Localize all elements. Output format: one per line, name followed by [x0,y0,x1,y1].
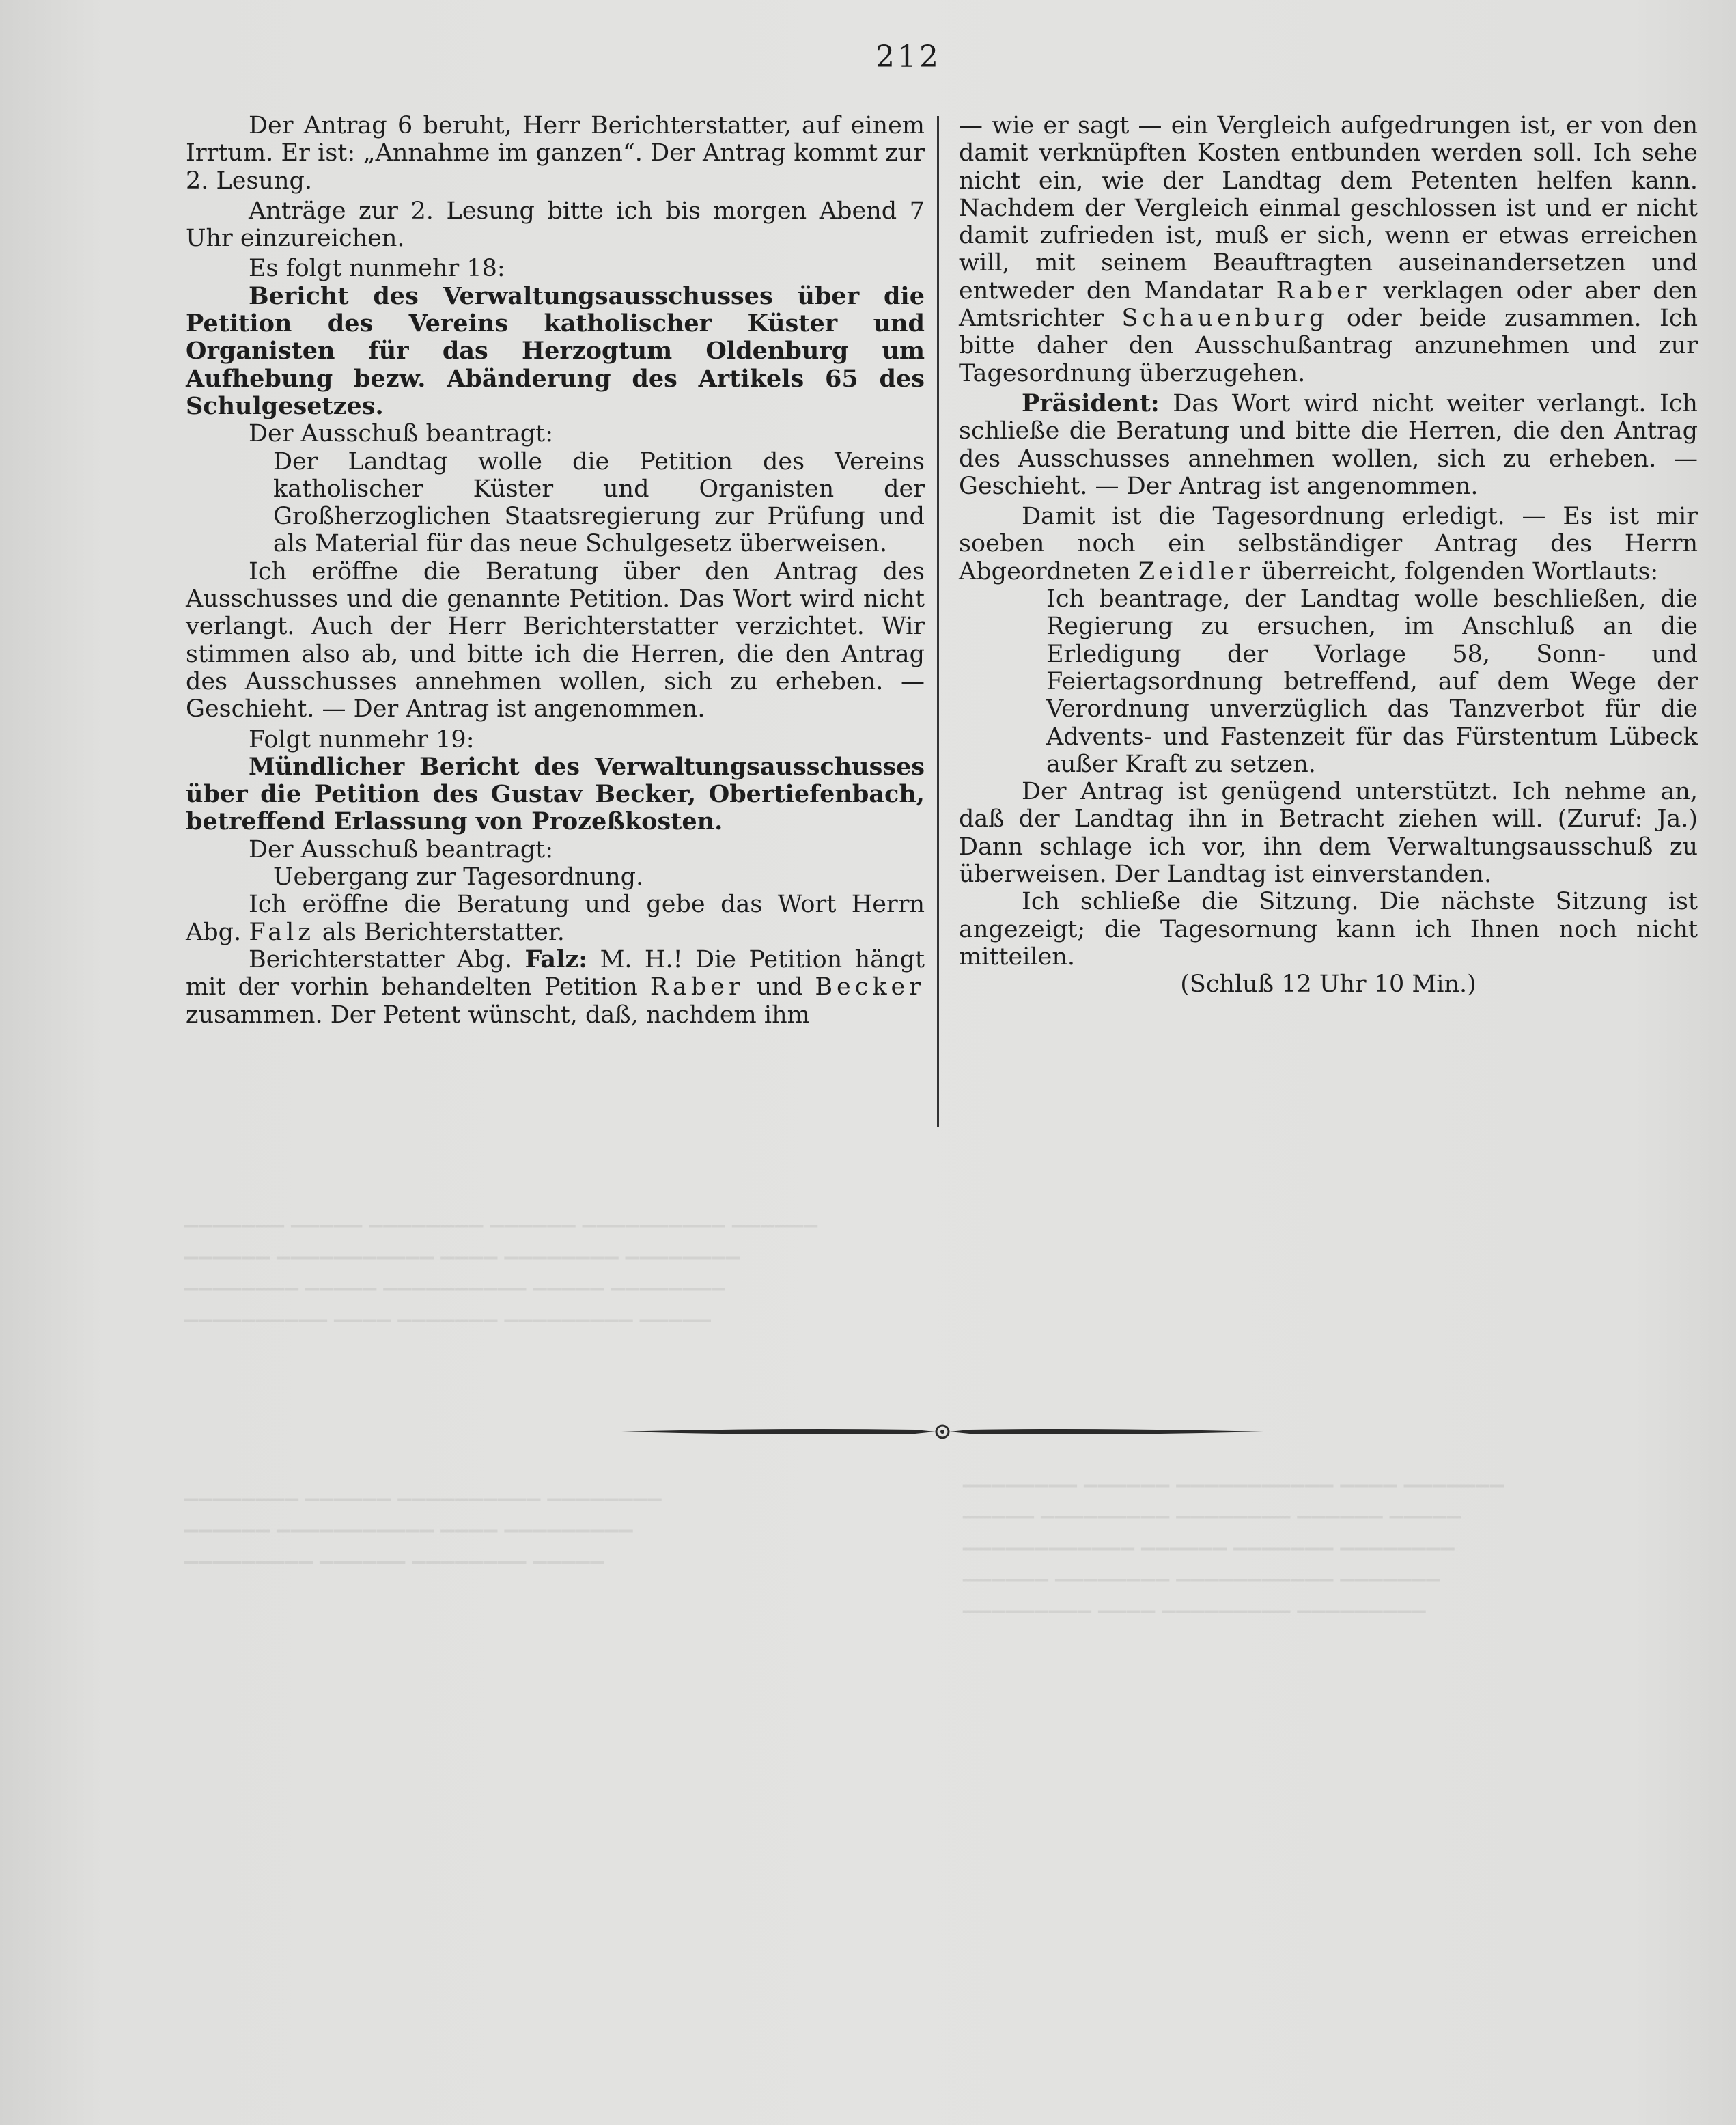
text-run: — wie er sagt — ein Vergleich aufgedrungen ist, er von den damit verknüpften Kosten entbunden werden soll. Ich sehe nicht ein, wie der Landtag dem Petenten helfen kann. Nachdem der Vergleich einmal geschlossen ist und er nicht damit zufrieden ist, muß er sich, wenn er etwas erreichen will, mit seinem Beauftragten auseinandersetzen und entweder den Mandatar [959,112,1698,305]
left-column [186,112,925,1029]
person-name: Raber [1276,277,1371,305]
paragraph: Der Antrag 6 beruht, Herr Berichterstatter, auf einem Irrtum. Er ist: „Annahme im ganzen“. Der Antrag kommt zur 2. Lesung. [186,112,925,195]
text-run: verklagen oder aber den Amtsrichter [959,277,1698,333]
paragraph: Der Ausschuß beantragt: [249,420,554,448]
paragraph: Es folgt nunmehr 18: [249,255,505,283]
column-divider [937,116,939,1127]
paragraph [959,503,1698,585]
bleed-through-text: ▁▁▁▁▁▁▁▁ ▁▁▁▁▁▁ ▁▁▁▁▁▁▁▁▁▁ ▁▁▁▁▁▁▁▁ ▁▁▁▁▁▁ ▁▁▁▁▁▁▁▁▁▁▁ ▁▁▁▁ ▁▁▁▁▁▁▁▁▁ ▁▁▁▁▁▁▁▁▁ ▁▁▁▁▁▁ ▁▁▁▁▁▁▁▁ ▁▁▁▁▁ [184,1481,662,1564]
text-run: Ich eröffne die Beratung und gebe das Wort Herrn Abg. [186,891,925,946]
agenda-heading: Bericht des Verwaltungsausschusses über die Petition des Vereins katholischer Küster und Organisten für das Herzogtum Oldenburg um Aufhebung bezw. Abänderung des Artikels 65 des Schulgesetzes. [186,281,925,420]
motion-text: Der Landtag wolle die Petition des Vereins katholischer Küster und Organisten der Großherzoglichen Staatsregierung zur Prüfung und als Material für das neue Schulgesetz überweisen. [273,447,925,558]
paragraph: Der Ausschuß beantragt: [249,835,554,863]
text-run: und [756,973,803,1001]
paragraph: Ich schließe die Sitzung. Die nächste Sitzung ist angezeigt; die Tagesornung kann ich Ihnen noch nicht mitteilen. [959,888,1698,971]
paragraph [186,946,925,1029]
motion-text: Uebergang zur Tagesordnung. [273,863,644,891]
person-name: Schauenburg [1121,305,1329,333]
right-column [959,112,1698,999]
paragraph [186,891,925,946]
text-run: Das Wort wird nicht weiter verlangt. Ich schließe die Beratung und bitte die Herren, die den Antrag des Ausschusses annehmen wollen, sich zu erheben. — Geschieht. — Der Antrag ist angenommen. [959,389,1698,500]
person-name: Zeidler [1138,557,1255,585]
agenda-heading: Mündlicher Bericht des Verwaltungsausschusses über die Petition des Gustav Becker, Obertiefenbach, betreffend Erlassung von Prozeßkosten. [186,752,925,836]
person-name: Becker [815,973,925,1001]
text-run: zusammen. Der Petent wünscht, daß, nachdem ihm [186,1001,810,1029]
page-number: 212 [876,40,941,74]
paragraph: Folgt nunmehr 19: [249,725,475,753]
speaker-name: Falz [249,918,315,946]
motion-text: Ich beantrage, der Landtag wolle beschließen, die Regierung zu ersuchen, im Anschluß an die Erledigung der Vorlage 58, Sonn- und Feiertagsordnung betreffend, auf dem Wege der Verordnung unverzüglich das Tanzverbot für die Advents- und Fastenzeit für das Fürstentum Lübeck außer Kraft zu setzen. [1046,585,1698,778]
text-run: Damit ist die Tagesordnung erledigt. — Es ist mir soeben noch ein selbständiger Antrag des Herrn Abgeordneten [959,503,1698,585]
speaker-label: Falz: [524,945,588,973]
closing-time: (Schluß 12 Uhr 10 Min.) [1180,971,1476,999]
text-run: oder beide zusammen. Ich bitte daher den Ausschußantrag anzunehmen und zur Tagesordnung überzugehen. [959,305,1698,387]
person-name: Raber [649,973,744,1001]
ornamental-rule [615,1418,1270,1445]
text-run: M. H.! Die Petition hängt mit der vorhin behandelten Petition [186,945,925,1001]
bleed-through-text: ▁▁▁▁▁▁▁ ▁▁▁▁▁ ▁▁▁▁▁▁▁▁ ▁▁▁▁▁▁ ▁▁▁▁▁▁▁▁▁▁ ▁▁▁▁▁▁ ▁▁▁▁▁▁ ▁▁▁▁▁▁▁▁▁▁▁ ▁▁▁▁ ▁▁▁▁▁▁▁▁ ▁▁▁▁▁▁▁▁ ▁▁▁▁▁▁▁▁ ▁▁▁▁▁ ▁▁▁▁▁▁▁▁▁▁ ▁▁▁▁▁ ▁▁▁▁▁▁▁▁ ▁▁▁▁▁▁▁▁▁▁ ▁▁▁▁ ▁▁▁▁▁▁▁ ▁▁▁▁▁▁▁▁▁ ▁▁▁▁▁ [184,1208,819,1322]
paragraph: Ich eröffne die Beratung über den Antrag des Ausschusses und die genannte Petition. Das Wort wird nicht verlangt. Auch der Herr Berichterstatter verzichtet. Wir stimmen also ab, und bitte ich die Herren, die den Antrag des Ausschusses annehmen wollen, sich zu erheben. — Geschieht. — Der Antrag ist angenommen. [186,557,925,723]
paragraph [959,390,1698,500]
text-run: Berichterstatter Abg. [249,945,513,973]
paragraph [959,112,1698,387]
bleed-through-text: ▁▁▁▁▁▁▁▁ ▁▁▁▁▁▁ ▁▁▁▁▁▁▁▁▁▁▁ ▁▁▁▁ ▁▁▁▁▁▁▁ ▁▁▁▁▁ ▁▁▁▁▁▁▁▁▁ ▁▁▁▁▁▁▁▁ ▁▁▁▁▁▁ ▁▁▁▁▁ ▁▁▁▁▁▁▁▁▁▁▁▁ ▁▁▁▁▁▁ ▁▁▁▁▁▁▁ ▁▁▁▁▁▁▁▁ ▁▁▁▁▁▁ ▁▁▁▁▁▁▁▁ ▁▁▁▁▁▁▁▁▁▁▁ ▁▁▁▁▁▁▁ ▁▁▁▁▁▁▁▁▁ ▁▁▁▁ ▁▁▁▁▁▁▁▁▁ ▁▁▁▁▁▁▁▁▁ [963,1467,1504,1613]
speaker-label: Präsident: [1022,389,1160,417]
paragraph: Anträge zur 2. Lesung bitte ich bis morgen Abend 7 Uhr einzureichen. [186,197,925,253]
text-run: überreicht, folgenden Wortlauts: [1261,557,1659,585]
text-run: als Berichterstatter. [322,918,565,946]
paragraph: Der Antrag ist genügend unterstützt. Ich nehme an, daß der Landtag ihn in Betracht ziehen will. (Zuruf: Ja.) Dann schlage ich vor, ihn dem Verwaltungsausschuß zu überweisen. Der Landtag ist einverstanden. [959,778,1698,889]
